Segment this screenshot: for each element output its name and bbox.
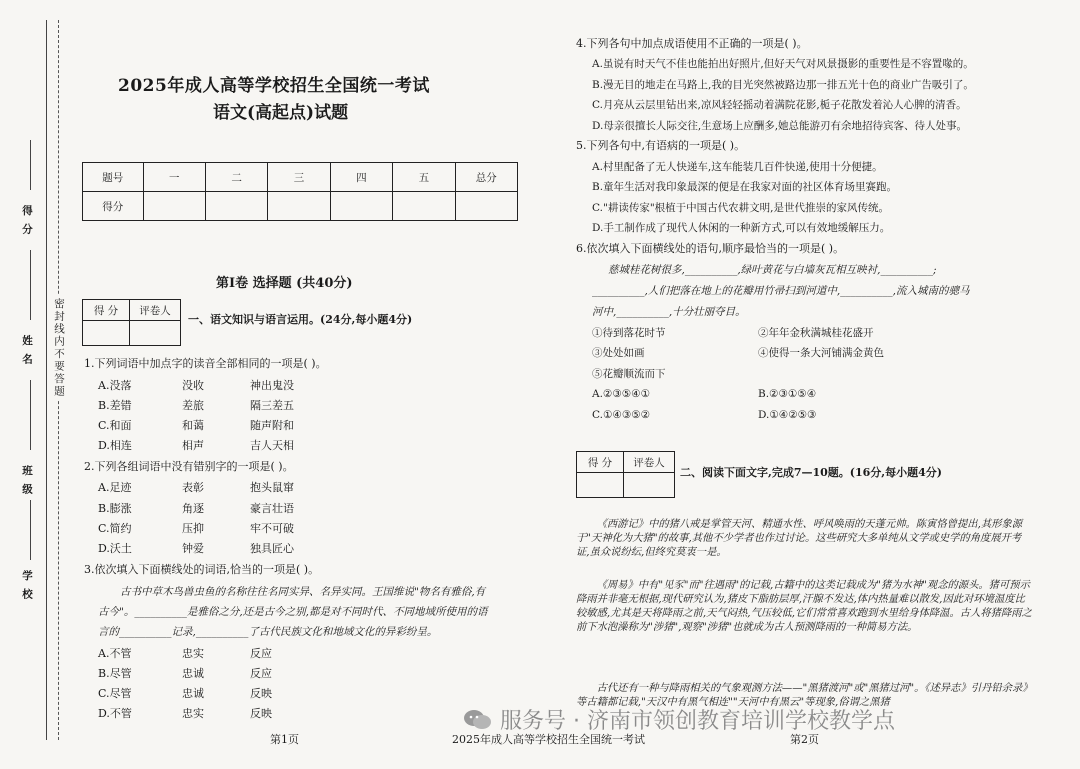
q3-option-word: B.尽管 [98, 667, 132, 680]
q5-stem: 5.下列各句中,有语病的一项是( )。 [576, 139, 746, 152]
score-cell: 总分 [455, 163, 517, 192]
q2-option-word: C.简约 [98, 522, 132, 535]
q6-item-3: ③处处如画 [592, 347, 645, 359]
section2-heading: 二、阅读下面文字,完成7—10题。(16分,每小题4分) [680, 466, 942, 479]
score-cell: 一 [143, 163, 205, 192]
watermark [462, 704, 895, 735]
wechat-icon [462, 708, 492, 732]
q2-option-word: 独具匠心 [250, 542, 294, 555]
footer-page-left: 第1页 [270, 733, 299, 746]
q3-option-word: 忠实 [182, 707, 204, 720]
q1-option-word: D.相连 [98, 439, 132, 452]
marker-grader-label: 评卷人 [624, 452, 675, 473]
q2-option-word: 豪言壮语 [250, 502, 294, 515]
binding-class-label: 班 级 [21, 465, 33, 496]
q3-option-word: 忠诚 [182, 687, 204, 700]
q6-item-4: ④使得一条大河铺满金黄色 [758, 347, 884, 359]
score-cell: 二 [205, 163, 267, 192]
q6-item-1: ①待到落花时节 [592, 327, 666, 339]
q6-stem: 6.依次填入下面横线处的语句,顺序最恰当的一项是( )。 [576, 242, 845, 255]
q3-option-word: A.不管 [98, 647, 132, 660]
q4-option-d: D.母亲很擅长人际交往,生意场上应酬多,她总能游刃有余地招待宾客、待人处事。 [592, 120, 968, 132]
q1-option-a [98, 379, 294, 393]
q1-option-word: 和蔼 [182, 419, 204, 432]
binding-class-line2 [30, 380, 31, 450]
marker-grader-label: 评卷人 [130, 300, 181, 321]
q3-passage-line2: 古今"。__________是雅俗之分,还是古今之别,都是对不同时代、不同地域所使用的语 [98, 606, 488, 618]
section2-marker-table [576, 451, 675, 498]
q1-option-word: 没收 [182, 379, 204, 392]
q5-option-a: A.村里配备了无人快递车,这车能装几百件快递,使用十分便捷。 [592, 161, 883, 173]
binding-line [46, 20, 47, 740]
q2-option-word: 牢不可破 [250, 522, 294, 535]
marker-grader-box[interactable] [130, 321, 181, 346]
q1-option-word: 吉人天相 [250, 439, 294, 452]
score-entry[interactable] [455, 192, 517, 221]
q3-option-word: 反应 [250, 647, 272, 660]
q2-option-word: 角逐 [182, 502, 204, 515]
binding-name-label: 姓 名 [21, 335, 33, 366]
q1-option-word: 神出鬼没 [250, 379, 294, 392]
q3-option-word: C.尽管 [98, 687, 132, 700]
footer-page-right: 第2页 [790, 733, 819, 746]
footer-center-title: 2025年成人高等学校招生全国统一考试 [452, 733, 645, 746]
q1-option-word: 随声附和 [250, 419, 294, 432]
q3-option-d [98, 707, 272, 721]
q1-stem: 1.下列词语中加点字的读音全部相同的一项是( )。 [84, 357, 327, 370]
reading-paragraph-3: 古代还有一种与降雨相关的气象观测方法——"黑猪渡河"或"黑猪过河"。《述异志》引丹铅余录》等古籍都记载,"天汉中有黑气相连""天河中有黑云"等现象,俗谓之黑猪 [576, 682, 1028, 708]
score-entry[interactable] [393, 192, 455, 221]
q2-option-word: A.足迹 [98, 481, 132, 494]
q2-option-c [98, 522, 294, 536]
score-cell: 四 [330, 163, 392, 192]
q6-option-c: C.①④③⑤② [592, 409, 651, 421]
q5-option-b: B.童年生活对我印象最深的便是在我家对面的社区体育场里赛跑。 [592, 181, 898, 193]
q2-option-word: 抱头鼠窜 [250, 481, 294, 494]
q6-item-2: ②年年金秋满城桂花盛开 [758, 327, 874, 339]
q6-passage-line1: 慈城桂花树很多,__________,绿叶黄花与白墙灰瓦相互映衬,__________; [608, 264, 937, 276]
q3-option-word: 忠诚 [182, 667, 204, 680]
reading-paragraph-2: 《周易》中有"见豕"而"往遇雨"的记载,古籍中的这类记载成为"猪为水神"观念的源头。猪可预示降雨并非毫无根据,现代研究认为,猪皮下脂肪层厚,汗腺不发达,体内热量难以散发,因此对环境温度比较敏感,尤其是天将降雨之前,天气闷热,气压较低,它们常常喜欢跑到水里给身体降温。古人将猪降雨之前下水泡澡称为"涉猪",观察"涉猪"也就成为古人预测降雨的一种简易方法。 [576, 579, 1032, 633]
q6-item-5: ⑤花瓣顺流而下 [592, 368, 666, 380]
q3-option-word: 反应 [250, 667, 272, 680]
score-cell: 三 [268, 163, 330, 192]
q6-option-d: D.①④②⑤③ [758, 409, 817, 421]
score-entry[interactable] [330, 192, 392, 221]
q2-option-word: 钟爱 [182, 542, 204, 555]
exam-subtitle: 语文(高起点)试题 [213, 103, 349, 123]
q5-option-c: C."耕读传家"根植于中国古代农耕文明,是世代推崇的家风传统。 [592, 202, 889, 214]
score-cell: 得分 [83, 192, 144, 221]
q6-passage-line3: 河中,__________,十分壮丽夺目。 [592, 306, 746, 318]
marker-score-label: 得 分 [577, 452, 624, 473]
q3-option-word: D.不管 [98, 707, 132, 720]
q2-option-word: B.膨涨 [98, 502, 132, 515]
q2-option-a [98, 481, 294, 495]
q1-option-c [98, 419, 294, 433]
section1-marker-table [82, 299, 181, 346]
q6-option-b: B.②③①⑤④ [758, 388, 817, 400]
score-cell: 题号 [83, 163, 144, 192]
q4-option-a: A.虽说有时天气不佳也能拍出好照片,但好天气对风景摄影的重要性是不容置喙的。 [592, 58, 974, 70]
q4-option-c: C.月亮从云层里钻出来,凉风轻轻摇动着满院花影,栀子花散发着沁人心脾的清香。 [592, 99, 967, 111]
marker-grader-box[interactable] [624, 473, 675, 498]
q2-option-b [98, 502, 294, 516]
q3-option-word: 反映 [250, 707, 272, 720]
q3-option-word: 反映 [250, 687, 272, 700]
q1-option-word: B.差错 [98, 399, 132, 412]
binding-name-line [30, 140, 31, 190]
q3-option-c [98, 687, 272, 701]
q1-option-d [98, 439, 294, 453]
q2-stem: 2.下列各组词语中没有错别字的一项是( )。 [84, 460, 294, 473]
score-cell: 五 [393, 163, 455, 192]
marker-score-box[interactable] [83, 321, 130, 346]
q6-passage-line2: __________,人们把落在地上的花瓣用竹帚扫到河道中,__________,流入城南的骢马 [592, 285, 970, 297]
q1-option-word: 差旅 [182, 399, 204, 412]
q3-option-a [98, 647, 272, 661]
section1-heading: 一、语文知识与语言运用。(24分,每小题4分) [188, 313, 413, 326]
score-table [82, 162, 518, 221]
q2-option-word: 压抑 [182, 522, 204, 535]
score-entry[interactable] [143, 192, 205, 221]
watermark-text: 服务号 · 济南市领创教育培训学校教学点 [500, 709, 895, 734]
score-entry[interactable] [205, 192, 267, 221]
q1-option-b [98, 399, 294, 413]
q6-option-a: A.②③⑤④① [592, 388, 650, 400]
q1-option-word: A.没落 [98, 379, 132, 392]
q3-option-word: 忠实 [182, 647, 204, 660]
q3-passage-line1: 古书中草木鸟兽虫鱼的名称往往名同实异、名异实同。王国维说"物名有雅俗,有 [120, 586, 486, 598]
binding-class-line [30, 250, 31, 320]
q3-passage-line3: 言的__________记录,__________了古代民族文化和地域文化的异彩纷呈。 [98, 626, 438, 638]
q2-option-word: 表彰 [182, 481, 204, 494]
binding-school-line [30, 500, 31, 560]
score-entry[interactable] [268, 192, 330, 221]
q3-stem: 3.依次填入下面横线处的词语,恰当的一项是( )。 [84, 563, 320, 576]
binding-school-label: 学 校 [21, 570, 33, 601]
section1-title: 第Ⅰ卷 选择题 (共40分) [216, 276, 353, 291]
q1-option-word: 相声 [182, 439, 204, 452]
marker-score-box[interactable] [577, 473, 624, 498]
q2-option-d [98, 542, 294, 556]
binding-notice: 密封线内不要答题 [52, 295, 67, 401]
q5-option-d: D.手工制作成了现代人休闲的一种新方式,可以有效地缓解压力。 [592, 222, 891, 234]
marker-score-label: 得 分 [83, 300, 130, 321]
reading-paragraph-1: 《西游记》中的猪八戒是掌管天河、精通水性、呼风唤雨的天蓬元帅。陈寅恪曾提出,其形象源于"天神化为大猪"的故事,其他不少学者也作过讨论。这些研究大多单纯从文学或史学的角度展开考证,虽众说纷纭,但终究莫衷一是。 [576, 518, 1023, 558]
score-table-score-row [83, 192, 518, 221]
q1-option-word: C.和面 [98, 419, 132, 432]
q4-stem: 4.下列各句中加点成语使用不正确的一项是( )。 [576, 37, 808, 50]
exam-title: 2025年成人高等学校招生全国统一考试 [118, 76, 430, 96]
q2-option-word: D.沃土 [98, 542, 132, 555]
score-table-header-row [83, 163, 518, 192]
q3-option-b [98, 667, 272, 681]
q1-option-word: 隔三差五 [250, 399, 294, 412]
binding-score-label: 得 分 [21, 205, 33, 236]
q4-option-b: B.漫无目的地走在马路上,我的目光突然被路边那一排五光十色的商业广告吸引了。 [592, 79, 974, 91]
